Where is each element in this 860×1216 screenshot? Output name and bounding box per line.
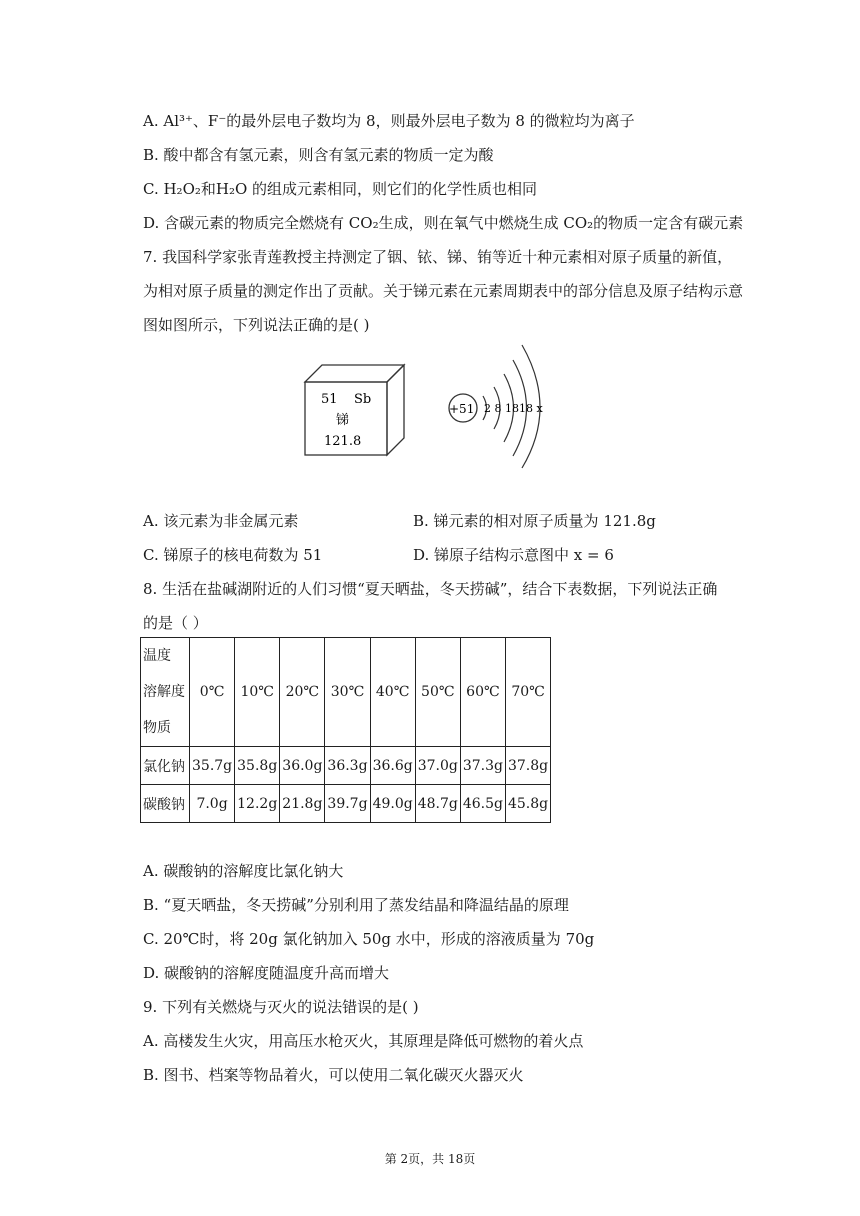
temp-cell: 10℃ bbox=[235, 638, 280, 747]
q8-option-d: D. 碳酸钠的溶解度随温度升高而增大 bbox=[143, 964, 390, 982]
value-cell: 12.2g bbox=[235, 785, 280, 823]
element-cell bbox=[305, 365, 404, 455]
header-label-substance: 物质 bbox=[143, 720, 171, 736]
table-header-row bbox=[141, 638, 551, 747]
table-row bbox=[141, 747, 551, 785]
q8-stem-line-2: 的是（ ） bbox=[143, 614, 208, 632]
q6-option-a: A. Al³⁺、F⁻的最外层电子数均为 8，则最外层电子数为 8 的微粒均为离子 bbox=[143, 112, 635, 130]
q8-option-a: A. 碳酸钠的溶解度比氯化钠大 bbox=[143, 862, 344, 880]
header-label-solubility: 溶解度 bbox=[143, 684, 185, 700]
q8-option-b: B. “夏天晒盐，冬天捞碱”分别利用了蒸发结晶和降温结晶的原理 bbox=[143, 896, 569, 914]
q8-stem-line-1: 8. 生活在盐碱湖附近的人们习惯“夏天晒盐，冬天捞碱”，结合下表数据，下列说法正确 bbox=[143, 580, 718, 598]
value-cell: 37.8g bbox=[505, 747, 550, 785]
element-symbol: Sb bbox=[354, 392, 372, 407]
antimony-figure bbox=[300, 340, 560, 472]
temp-cell: 70℃ bbox=[505, 638, 550, 747]
value-cell: 48.7g bbox=[415, 785, 460, 823]
page-footer: 第 2页，共 18页 bbox=[384, 1152, 476, 1166]
value-cell: 35.7g bbox=[190, 747, 235, 785]
element-and-atom-diagram bbox=[300, 340, 560, 472]
value-cell: 36.3g bbox=[325, 747, 370, 785]
q9-option-b: B. 图书、档案等物品着火，可以使用二氧化碳灭火器灭火 bbox=[143, 1066, 524, 1084]
nucleus-charge: +51 bbox=[449, 402, 475, 416]
atomic-number: 51 bbox=[321, 392, 338, 407]
q7-stem-line-2: 为相对原子质量的测定作出了贡献。关于锑元素在元素周期表中的部分信息及原子结构示意 bbox=[143, 282, 744, 300]
q7-option-c: C. 锑原子的核电荷数为 51 bbox=[143, 546, 323, 564]
q7-option-d: D. 锑原子结构示意图中 x = 6 bbox=[413, 546, 614, 564]
q6-option-b: B. 酸中都含有氢元素，则含有氢元素的物质一定为酸 bbox=[143, 146, 494, 164]
value-cell: 21.8g bbox=[280, 785, 325, 823]
q9-stem: 9. 下列有关燃烧与灭火的说法错误的是( ) bbox=[143, 998, 419, 1016]
temp-cell: 30℃ bbox=[325, 638, 370, 747]
value-cell: 37.0g bbox=[415, 747, 460, 785]
q9-option-a: A. 高楼发生火灾，用高压水枪灭火，其原理是降低可燃物的着火点 bbox=[143, 1032, 584, 1050]
table-row bbox=[141, 785, 551, 823]
q6-option-c: C. H₂O₂和H₂O 的组成元素相同，则它们的化学性质也相同 bbox=[143, 180, 538, 198]
value-cell: 39.7g bbox=[325, 785, 370, 823]
temp-cell: 20℃ bbox=[280, 638, 325, 747]
q7-stem-line-3: 图如图所示，下列说法正确的是( ) bbox=[143, 316, 370, 334]
header-corner-cell bbox=[141, 638, 190, 747]
solubility-table bbox=[140, 637, 551, 823]
q7-option-b: B. 锑元素的相对原子质量为 121.8g bbox=[413, 512, 656, 530]
temp-cell: 40℃ bbox=[370, 638, 415, 747]
temp-cell: 0℃ bbox=[190, 638, 235, 747]
value-cell: 7.0g bbox=[190, 785, 235, 823]
electron-configuration: 2 8 1818 x bbox=[484, 402, 543, 415]
atomic-mass: 121.8 bbox=[324, 434, 362, 449]
value-cell: 45.8g bbox=[505, 785, 550, 823]
value-cell: 49.0g bbox=[370, 785, 415, 823]
value-cell: 36.0g bbox=[280, 747, 325, 785]
header-label-temperature: 温度 bbox=[143, 648, 171, 664]
temp-cell: 60℃ bbox=[460, 638, 505, 747]
q7-stem-line-1: 7. 我国科学家张青莲教授主持测定了铟、铱、锑、铕等近十种元素相对原子质量的新值， bbox=[143, 248, 733, 266]
value-cell: 37.3g bbox=[460, 747, 505, 785]
temp-cell: 50℃ bbox=[415, 638, 460, 747]
element-name: 锑 bbox=[336, 413, 350, 428]
value-cell: 36.6g bbox=[370, 747, 415, 785]
atom-structure-diagram bbox=[449, 345, 543, 468]
value-cell: 46.5g bbox=[460, 785, 505, 823]
substance-name-cell: 碳酸钠 bbox=[141, 785, 190, 823]
q8-option-c: C. 20℃时，将 20g 氯化钠加入 50g 水中，形成的溶液质量为 70g bbox=[143, 930, 595, 948]
substance-name-cell: 氯化钠 bbox=[141, 747, 190, 785]
q6-option-d: D. 含碳元素的物质完全燃烧有 CO₂生成，则在氧气中燃烧生成 CO₂的物质一定含有碳元素 bbox=[143, 214, 744, 232]
value-cell: 35.8g bbox=[235, 747, 280, 785]
q7-option-a: A. 该元素为非金属元素 bbox=[143, 512, 299, 530]
